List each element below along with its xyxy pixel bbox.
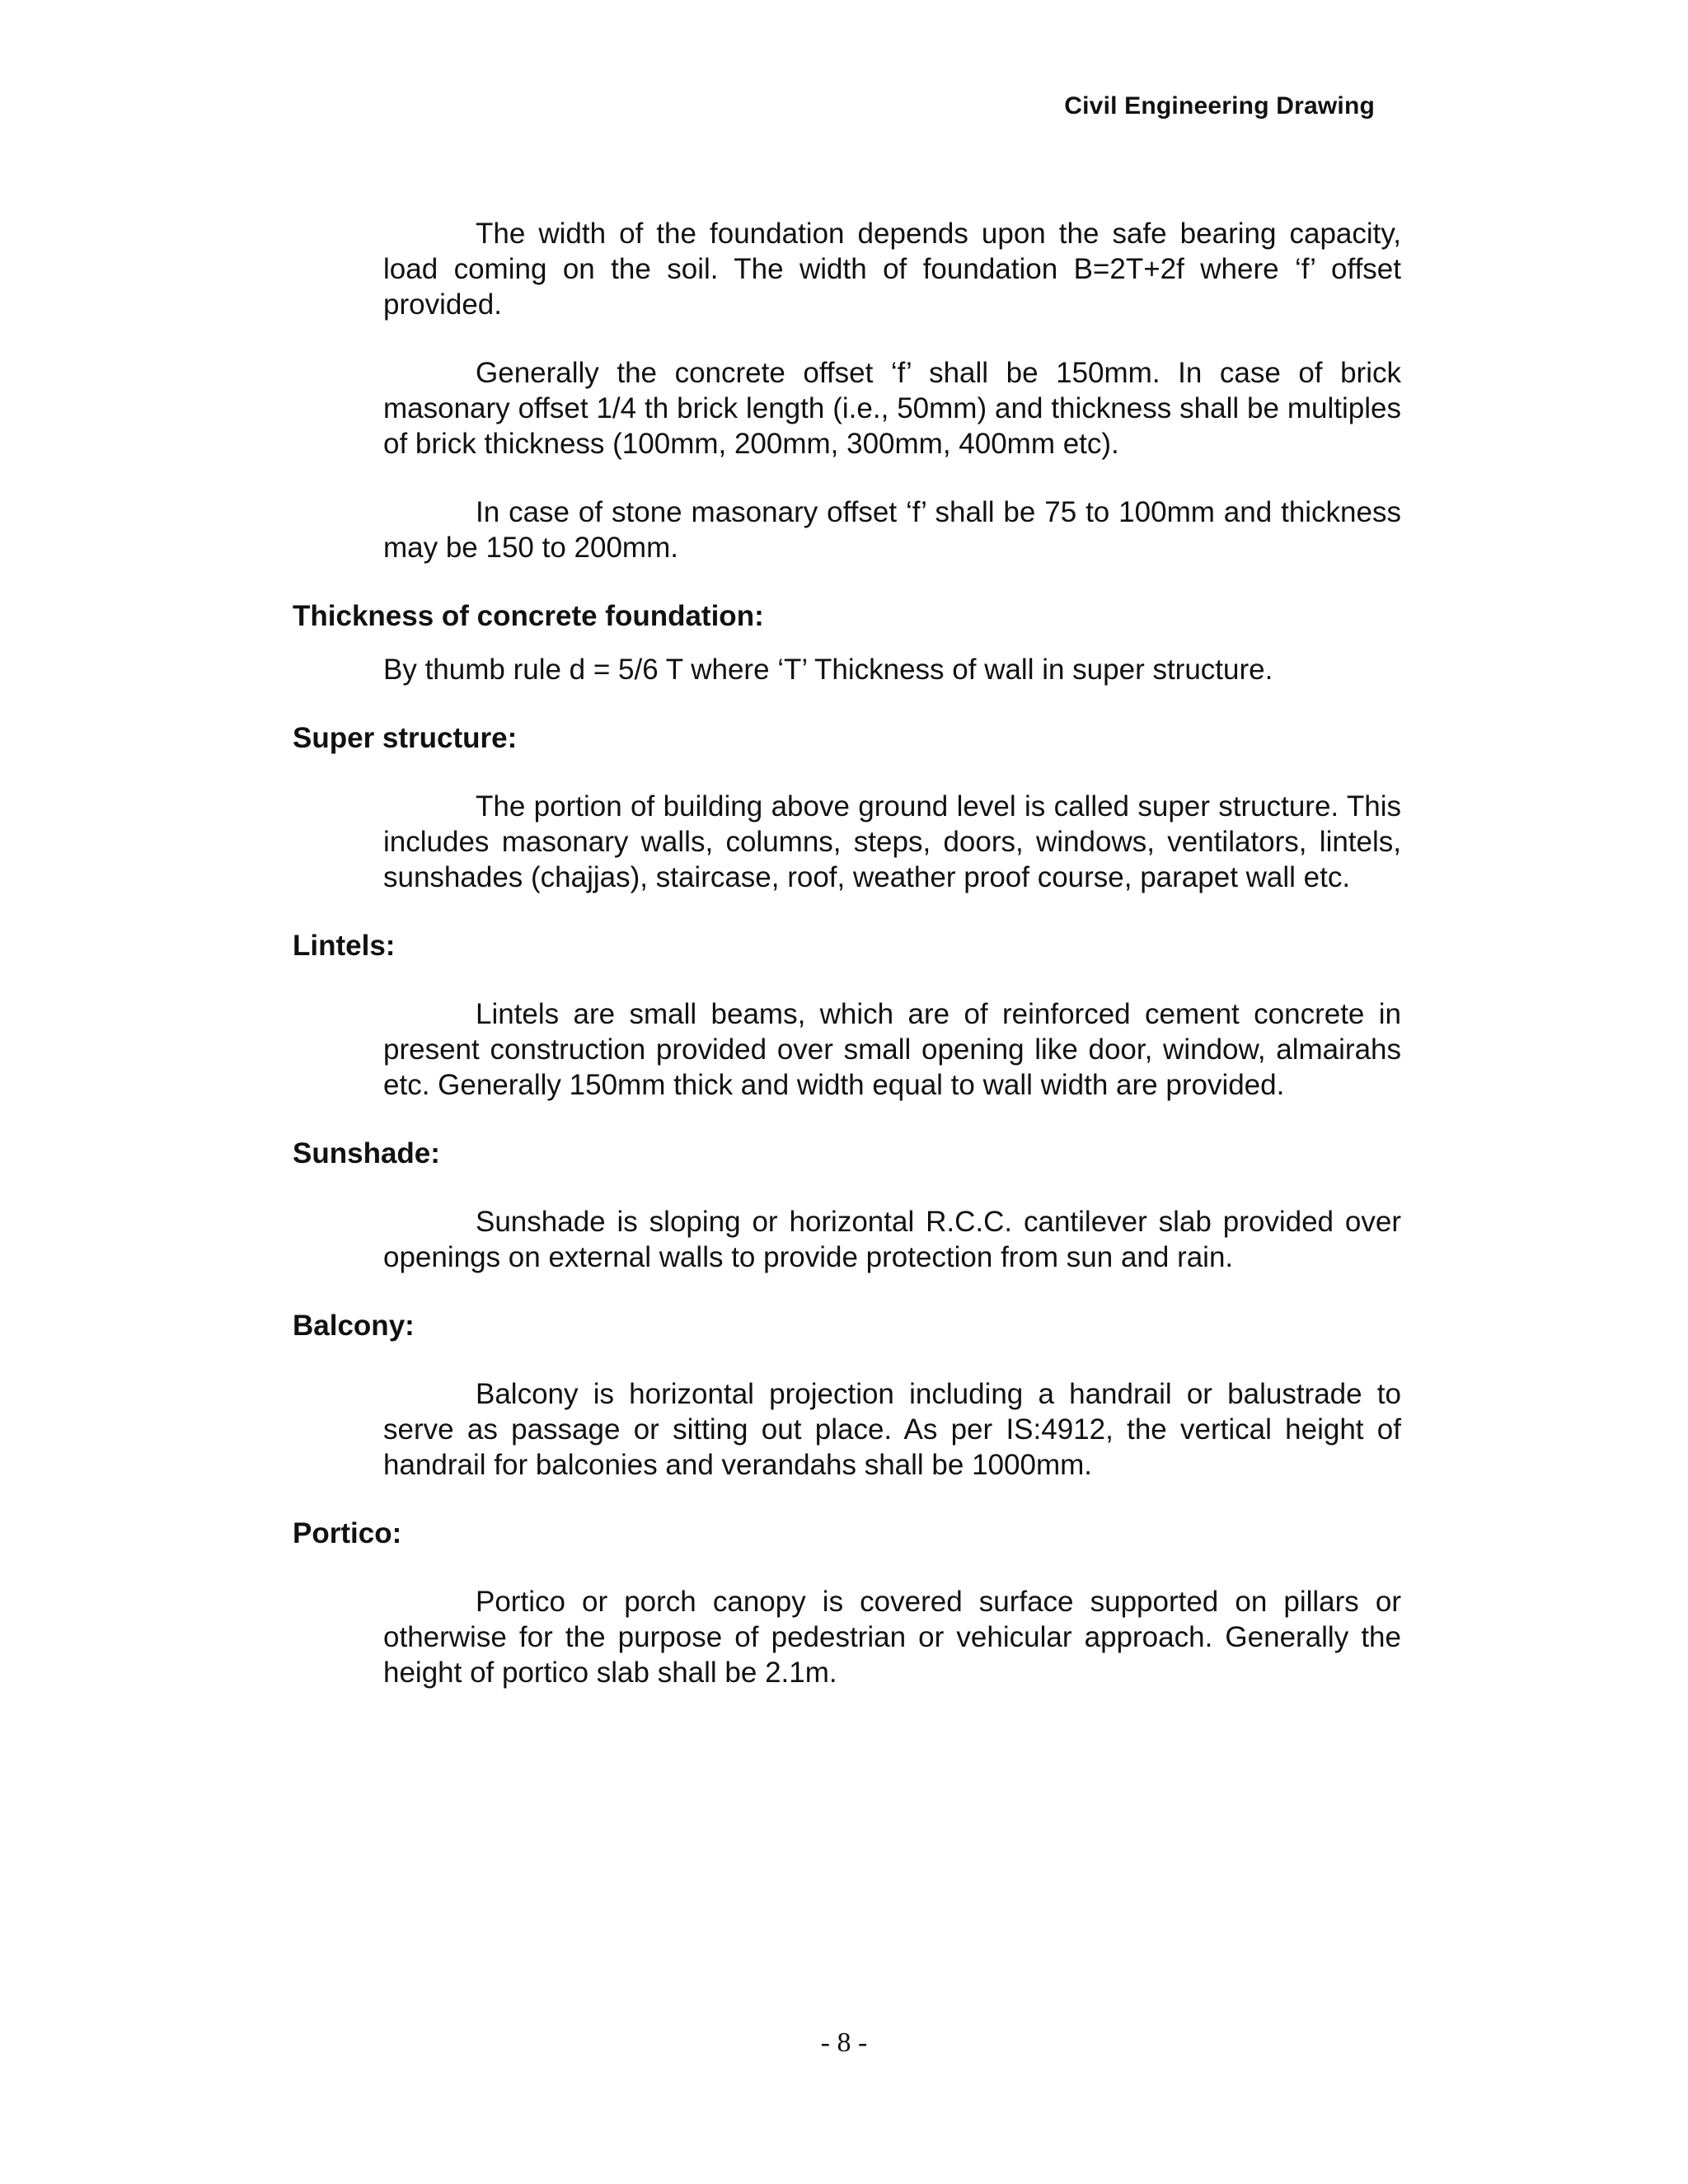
paragraph-stone-masonary (383, 494, 1401, 565)
paragraph-thumb-rule: By thumb rule d = 5/6 T where ‘T’ Thickness of wall in super structure. (383, 654, 1273, 686)
heading-lintels: Lintels: (293, 930, 396, 962)
paragraph-portico (383, 1584, 1401, 1690)
heading-sunshade: Sunshade: (293, 1137, 440, 1169)
page-number: - 8 - (820, 2027, 868, 2058)
paragraph-text: Sunshade is sloping or horizontal R.C.C. cantilever slab provided over openings on external walls to provide protection from sun and rain. (383, 1206, 1401, 1273)
paragraph-text: Generally the concrete offset ‘f’ shall be 150mm. In case of brick masonary offset 1/4 th brick length (i.e., 50mm) and thickness shall be multiples of brick thickness (100mm, 200mm, 300mm, 400mm etc). (383, 357, 1401, 460)
paragraph-text: Balcony is horizontal projection including a handrail or balustrade to serve as passage or sitting out place. As per IS:4912, the vertical height of handrail for balconies and verandahs shall be 1000mm. (383, 1378, 1401, 1481)
paragraph-concrete-offset (383, 355, 1401, 462)
paragraph-lintels (383, 996, 1401, 1103)
heading-super-structure: Super structure: (293, 722, 518, 754)
heading-portico: Portico: (293, 1517, 402, 1549)
page-body (293, 216, 1401, 1690)
paragraph-super-structure (383, 789, 1401, 895)
paragraph-text: In case of stone masonary offset ‘f’ shall be 75 to 100mm and thickness may be 150 to 200mm. (383, 496, 1401, 564)
paragraph-text: Portico or porch canopy is covered surface supported on pillars or otherwise for the purpose of pedestrian or vehicular approach. Generally the height of portico slab shall be 2.1m. (383, 1586, 1401, 1689)
paragraph-balcony (383, 1376, 1401, 1483)
running-header-title: Civil Engineering Drawing (1064, 92, 1375, 120)
heading-thickness: Thickness of concrete foundation: (293, 600, 764, 632)
paragraph-text: The width of the foundation depends upon the safe bearing capacity, load coming on the soil. The width of foundation B=2T+2f where ‘f’ offset provided. (383, 218, 1401, 321)
paragraph-text: Lintels are small beams, which are of reinforced cement concrete in present construction provided over small opening like door, window, almairahs etc. Generally 150mm thick and width equal to wall width are provided. (383, 998, 1401, 1101)
paragraph-foundation-width (383, 216, 1401, 322)
heading-balcony: Balcony: (293, 1310, 415, 1342)
paragraph-sunshade (383, 1204, 1401, 1275)
paragraph-text: The portion of building above ground level is called super structure. This includes masonary walls, columns, steps, doors, windows, ventilators, lintels, sunshades (chajjas), staircase, roof, weather proof course, parapet wall etc. (383, 790, 1401, 893)
